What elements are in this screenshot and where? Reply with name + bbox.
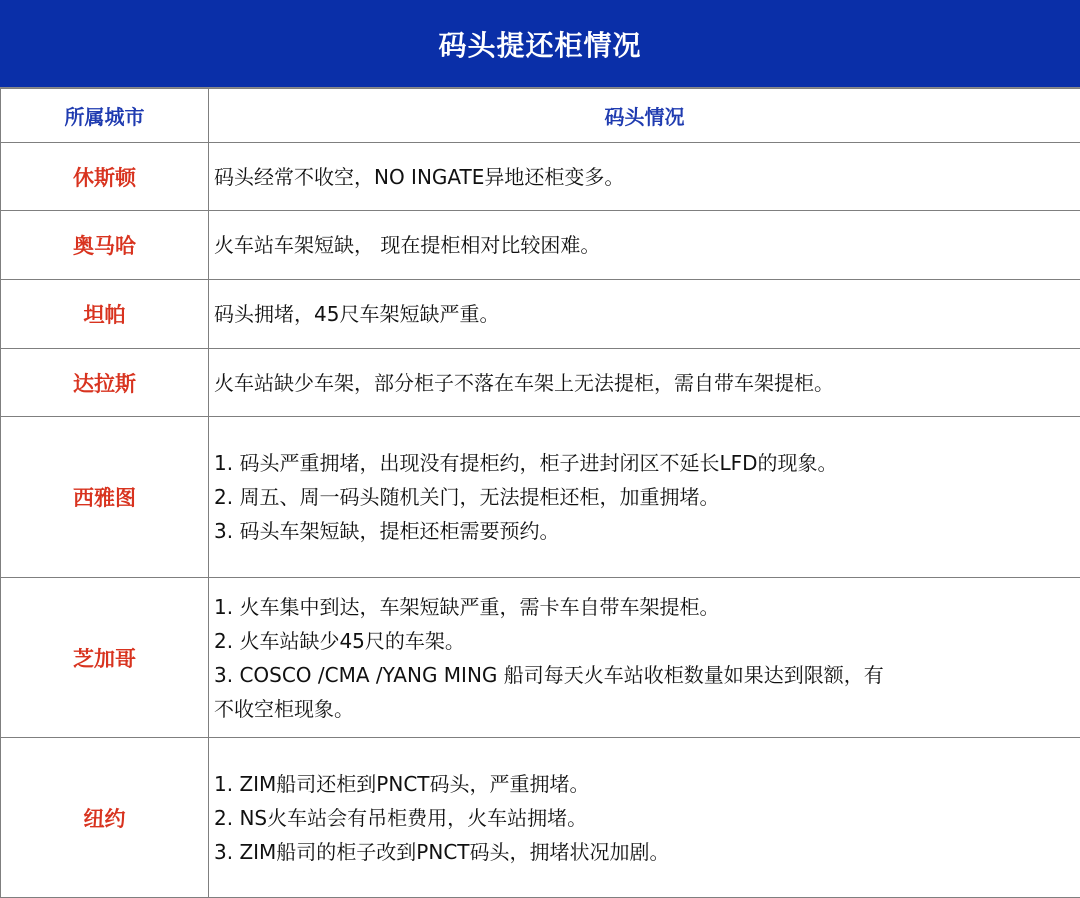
status-line: 1. ZIM船司还柜到PNCT码头，严重拥堵。 [214,767,1072,801]
table-header-row [1,89,1080,143]
status-cell [209,349,1080,417]
header-city: 所属城市 [1,89,209,143]
status-cell [209,143,1080,211]
table-row [1,211,1080,280]
status-line: 3. ZIM船司的柜子改到PNCT码头，拥堵状况加剧。 [214,835,1072,869]
status-cell [209,211,1080,280]
city-cell: 休斯顿 [1,143,209,211]
status-line: 2. 周五、周一码头随机关门，无法提柜还柜，加重拥堵。 [214,480,1072,514]
status-line: 2. NS火车站会有吊柜费用，火车站拥堵。 [214,801,1072,835]
terminal-status-table [0,88,1080,898]
city-cell: 达拉斯 [1,349,209,417]
status-line: 火车站车架短缺， 现在提柜相对比较困难。 [214,228,1072,262]
table-row [1,349,1080,417]
status-line: 3. COSCO /CMA /YANG MING 船司每天火车站收柜数量如果达到限额，有 [214,658,1072,692]
table-row [1,417,1080,578]
status-line: 1. 火车集中到达，车架短缺严重，需卡车自带车架提柜。 [214,590,1072,624]
city-cell: 西雅图 [1,417,209,578]
status-line: 不收空柜现象。 [214,692,1072,726]
city-cell: 奥马哈 [1,211,209,280]
status-line: 火车站缺少车架，部分柜子不落在车架上无法提柜，需自带车架提柜。 [214,366,1072,400]
page-title: 码头提还柜情况 [0,0,1080,88]
status-line: 码头经常不收空，NO INGATE异地还柜变多。 [214,160,1072,194]
table-row [1,738,1080,898]
status-cell [209,417,1080,578]
status-cell [209,738,1080,898]
status-line: 1. 码头严重拥堵，出现没有提柜约，柜子进封闭区不延长LFD的现象。 [214,446,1072,480]
city-cell: 纽约 [1,738,209,898]
status-cell [209,578,1080,738]
city-cell: 芝加哥 [1,578,209,738]
status-line: 码头拥堵，45尺车架短缺严重。 [214,297,1072,331]
city-cell: 坦帕 [1,280,209,349]
table-row [1,578,1080,738]
table-row [1,280,1080,349]
table-row [1,143,1080,211]
status-line: 3. 码头车架短缺，提柜还柜需要预约。 [214,514,1072,548]
status-cell [209,280,1080,349]
status-line: 2. 火车站缺少45尺的车架。 [214,624,1072,658]
header-status: 码头情况 [209,89,1080,143]
